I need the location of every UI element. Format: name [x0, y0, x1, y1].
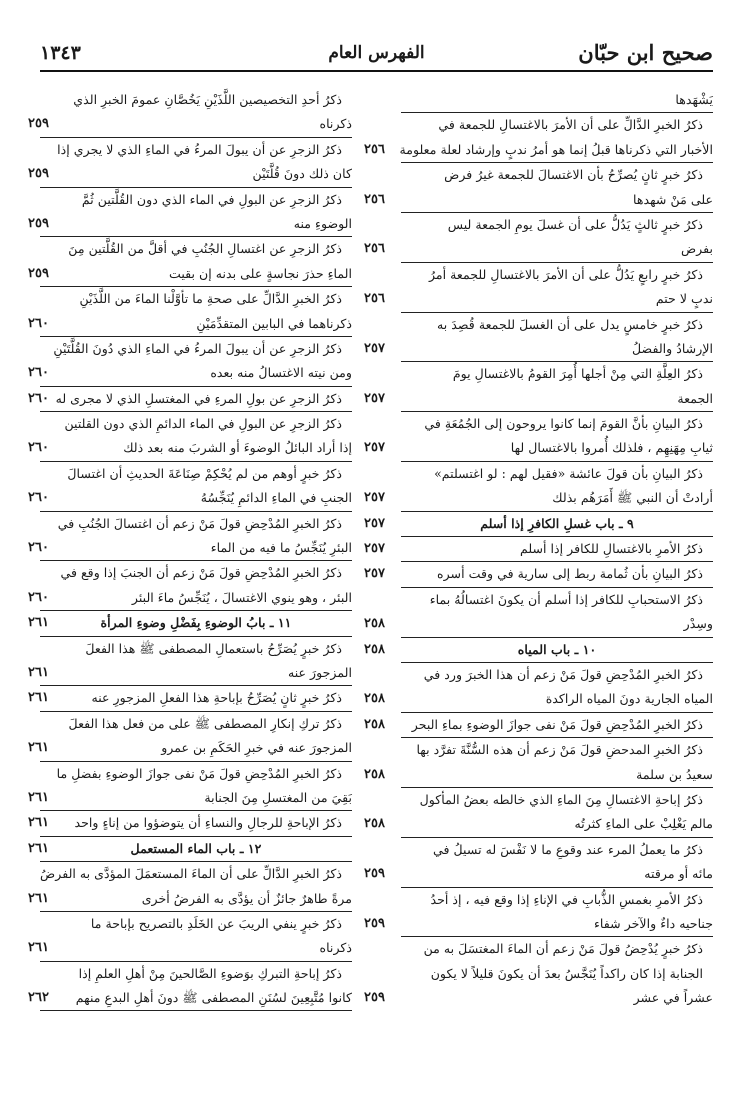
index-line — [364, 387, 713, 412]
index-line — [401, 213, 713, 237]
index-line — [28, 436, 352, 461]
entry-text: ١٠ ـ باب المياه — [517, 641, 597, 657]
index-line — [28, 112, 352, 137]
index-line — [28, 811, 352, 836]
entry-text: أرادتْ أن النبي ﷺ أَمَرَهُم بذلك — [552, 490, 713, 506]
entry-text: ذكرناه — [319, 116, 352, 132]
entry-page-number: ٢٥٧ — [364, 490, 385, 506]
index-column-right — [364, 88, 713, 1010]
entry-text: الجمعة — [677, 390, 713, 406]
entry-page-number: ٢٥٧ — [364, 340, 385, 356]
index-line — [40, 712, 352, 736]
entry-text: ذكرُ خبرٍ يُدْحِضُ قولَ مَنْ زعم أن الماءَ المغتسَلَ به من — [423, 941, 703, 957]
entry-text: ذكرُ الزجرِ عن أن يبولَ المرءُ في الماءِ الذي دُونَ القُلَّتَيْنِ — [53, 340, 342, 356]
book-title: صحيح ابن حبّان — [578, 40, 713, 65]
index-line — [401, 838, 713, 862]
entry-page-number: ٢٦١ — [28, 940, 49, 956]
entry-page-number: ٢٦١ — [28, 690, 49, 706]
entry-text: الماءِ حذرَ نجاسةٍ على بدنه إن بقيت — [169, 265, 352, 281]
index-line — [364, 287, 713, 312]
index-line — [40, 561, 352, 585]
entry-text: ذكرُ خبرٍ خامسٍ يدل على أن الغسلَ للجمعة قُصِدَ به — [437, 316, 703, 332]
section-title: الفهرس العام — [328, 43, 425, 63]
entry-text: ذكرُ الخبرِ الدَّالِّ على أن الأمرَ بالاغتسالِ للجمعة في — [438, 117, 703, 133]
entry-text: ذكرُ خبرٍ أوهم من لم يُحْكِمْ صِنَاعَةَ الحديثِ أن اغتسالَ — [67, 465, 342, 481]
entry-text: ٩ ـ باب غسلِ الكافرِ إذا أسلم — [480, 515, 634, 531]
entry-text: عشراً في عشر — [633, 990, 713, 1006]
index-line — [28, 786, 352, 811]
index-line — [40, 512, 352, 536]
entry-text: الجنبِ في الماءِ الدائمِ يُنَجِّسُهُ — [200, 490, 352, 506]
index-line — [364, 138, 713, 163]
entry-text: ذكرُ الاستحبابِ للكافر إذا أسلم أن يكونَ اغتسالُهُ بماء — [429, 591, 703, 607]
entry-page-number: ٢٦١ — [28, 615, 49, 631]
entry-page-number: ٢٥٨ — [364, 691, 385, 707]
entry-text: جناحيه داءٌ والآخر شفاء — [594, 915, 713, 931]
entry-text: المزجورَ عنه — [287, 664, 352, 680]
index-line — [401, 962, 713, 986]
entry-page-number: ٢٥٨ — [364, 641, 385, 657]
entry-text: ذكرُ الخبرِ المدحضِ قولَ مَنْ زعم أن هذه السُّنَّةَ تفرَّد بها — [416, 742, 703, 758]
index-line — [364, 237, 713, 262]
entry-page-number: ٢٥٨ — [364, 816, 385, 832]
entry-text: ذكرُ إباحةِ الاغتسالِ مِنَ الماءِ الذي خالطه بعضُ المأكول — [419, 791, 703, 807]
entry-text: بَقِيَ من المغتسلِ مِنَ الجنابة — [204, 789, 352, 805]
entry-page-number: ٢٥٦ — [364, 191, 385, 207]
entry-page-number: ٢٥٦ — [364, 241, 385, 257]
entry-text: ذكرُ ما يعملُ المرء عند وقوعِ ما لا نَفْسَ له تسيلُ في — [433, 841, 703, 857]
index-line — [40, 912, 352, 936]
entry-text: ذكرُ إباحةِ التبركِ بوَضوءِ الصَّالحينَ مِنْ أهلِ العلمِ إذا — [78, 965, 342, 981]
index-line — [28, 686, 352, 711]
index-line — [401, 113, 713, 137]
entry-page-number: ٢٦٠ — [28, 390, 49, 406]
index-line — [364, 188, 713, 213]
index-line — [401, 663, 713, 687]
index-line — [28, 986, 352, 1011]
index-line — [28, 262, 352, 287]
entry-page-number: ٢٦١ — [28, 664, 49, 680]
index-line — [364, 713, 713, 738]
entry-text: الوضوءِ منه — [293, 215, 352, 231]
index-line — [28, 387, 352, 412]
index-line — [401, 462, 713, 486]
index-line — [364, 337, 713, 362]
chapter-heading — [364, 512, 713, 537]
entry-text: المياه الجارية دونَ المياه الراكدة — [545, 691, 713, 707]
index-line — [364, 562, 713, 587]
index-line — [364, 687, 713, 712]
entry-text: ذكرُ خبرٍ ينفي الريبَ عن الخَلَدِ بالتصريح بإباحة ما — [90, 915, 342, 931]
entry-text: ذكرناه — [319, 940, 352, 956]
page-number: ١٣٤٣ — [40, 42, 81, 64]
entry-page-number: ٢٥٩ — [28, 166, 49, 182]
index-line — [364, 812, 713, 837]
entry-text: ذكرُ الزجرِ عن اغتسالِ الجُنُبِ في أقلَّ من القُلَّتين مِنَ — [68, 241, 342, 257]
entry-page-number: ٢٥٧ — [364, 440, 385, 456]
index-line — [28, 536, 352, 561]
entry-text: ذكرناهما في البابين المتقدِّمَيْنِ — [196, 315, 352, 331]
index-line — [40, 637, 352, 661]
entry-text: مرةً طاهرٌ جائزٌ أن يؤدَّى به الفرضُ أخرى — [141, 890, 352, 906]
entry-page-number: ٢٦٠ — [28, 589, 49, 605]
entry-text: سعيدُ بن سلمة — [636, 766, 713, 782]
entry-page-number: ٢٥٦ — [364, 141, 385, 157]
entry-text: ذكرُ البيانِ بأن ثُمامة ربط إلى سارية في وقت أسره — [437, 566, 703, 582]
entry-text: مائه أو مرقته — [644, 866, 713, 882]
chapter-heading — [28, 837, 352, 862]
entry-page-number: ٢٥٨ — [364, 616, 385, 632]
entry-page-number: ٢٥٩ — [364, 915, 385, 931]
index-column-left — [28, 88, 352, 1011]
entry-text: على مَنْ شهدها — [633, 191, 713, 207]
entry-text: ذكرُ الخبرِ المُدْحِضِ قولَ مَنْ زعم أن اغتسالَ الجُنُبِ في — [57, 515, 342, 531]
entry-text: الإرشادُ والفضلُ — [631, 340, 713, 356]
index-line — [40, 188, 352, 212]
index-line — [364, 912, 713, 937]
entry-page-number: ٢٦١ — [28, 890, 49, 906]
entry-text: ذكرُ الأمرِ بالاغتسالِ للكافر إذا أسلم — [519, 541, 703, 557]
entry-page-number: ٢٥٧ — [364, 515, 385, 531]
entry-text: ذكرُ خبرٍ يُصَرِّحُ باستعمالِ المصطفى ﷺ هذا الفعلَ — [85, 640, 342, 656]
entry-text: مالم يَغْلِبْ على الماءِ كثرتُه — [574, 816, 713, 832]
entry-page-number: ٢٥٩ — [364, 990, 385, 1006]
index-line — [364, 612, 713, 637]
index-line — [401, 888, 713, 912]
index-line — [401, 588, 713, 612]
entry-page-number: ٢٥٧ — [364, 541, 385, 557]
entry-text: ذكرُ خبرٍ ثانٍ يُصَرِّحُ بإباحةِ هذا الفعلِ المزجورِ عنه — [91, 690, 342, 706]
index-line — [364, 862, 713, 887]
entry-page-number: ٢٦١ — [28, 789, 49, 805]
entry-page-number: ٢٥٩ — [28, 265, 49, 281]
entry-page-number: ٢٦٢ — [28, 990, 49, 1006]
index-line — [364, 436, 713, 461]
index-line — [40, 88, 352, 112]
entry-text: ذكرُ الأمرِ بغمسِ الذُّبابِ في الإناءِ إذا وقع فيه ، إذ أحدُ — [430, 891, 703, 907]
index-line — [401, 738, 713, 762]
index-line — [28, 887, 352, 912]
entry-text: ذكرُ خبرٍ ثانٍ يُصرِّحُ بأن الاغتسالَ للجمعة غيرُ فرض — [444, 167, 703, 183]
index-line — [401, 788, 713, 812]
entry-page-number: ٢٦١ — [28, 840, 49, 856]
index-line — [401, 163, 713, 187]
entry-text: ذكرُ البيانِ بأنَّ القومَ إنما كانوا يروحون إلى الجُمُعَةِ في — [424, 416, 703, 432]
entry-text: ذكرُ الخبرِ المُدْحِضِ قولَ مَنْ نفى جوازَ الوضوءِ بفضلِ ما — [56, 765, 342, 781]
index-line — [28, 661, 352, 686]
entry-page-number: ٢٥٩ — [28, 215, 49, 231]
index-line — [364, 763, 713, 788]
entry-text: ذكرُ خبرٍ رابعٍ يَدُلُّ على أن الأمرَ بالاغتسالِ للجمعة أمرُ — [428, 266, 703, 282]
entry-text: ذكرُ الخبرِ المُدْحِضِ قولَ مَنْ زعم أن هذا الخبرَ ورد في — [423, 666, 703, 682]
entry-page-number: ٢٥٧ — [364, 390, 385, 406]
entry-text: بفرض — [680, 241, 713, 257]
index-line — [364, 537, 713, 562]
entry-page-number: ٢٥٨ — [364, 766, 385, 782]
entry-text: ذكرُ أحدِ التخصيصين اللَّذَيْنِ يَخُصَّانِ عمومَ الخبرِ الذي — [73, 92, 342, 107]
entry-text: ذكرُ الزجرِ عن بولِ المرءِ في المغتسلِ الذي لا مجرى له — [55, 390, 342, 406]
index-line — [40, 138, 352, 162]
entry-text: ذكرُ الخبرِ الدَّالِّ على أن الماءَ المستعمَلَ المؤدَّى به الفرضُ — [40, 866, 342, 882]
index-line — [364, 986, 713, 1010]
entry-page-number: ٢٦١ — [28, 740, 49, 756]
entry-text: المزجورَ عنه في خبرِ الحَكَمِ بن عمرو — [161, 740, 352, 756]
entry-text: ١١ ـ بابُ الوضوءِ بِفَضْلِ وضوءِ المرأة — [100, 615, 292, 631]
entry-page-number: ٢٦١ — [28, 815, 49, 831]
index-line — [28, 736, 352, 761]
entry-text: إذا أراد البائلُ الوضوءَ أو الشربَ منه بعد ذلك — [123, 440, 352, 456]
entry-text: ذكرُ الإباحةِ للرجالِ والنساءِ أن يتوضؤوا من إناءٍ واحد — [74, 815, 342, 831]
entry-text: ومن نيته الاغتسالُ منه بعده — [210, 365, 352, 381]
index-line — [28, 936, 352, 961]
entry-page-number: ٢٥٩ — [28, 116, 49, 132]
index-line — [28, 162, 352, 187]
entry-text: البئر ، وهو ينوي الاغتسالَ ، يُنَجِّسُ ماءَ البئر — [131, 589, 352, 605]
index-line — [40, 962, 352, 986]
index-line — [40, 237, 352, 261]
entry-text: ذكرُ البيانِ بأن قولَ عائشة «فقيل لهم : لو اغتسلتم» — [434, 465, 703, 481]
index-line — [28, 361, 352, 386]
entry-text: يَشْهَدها — [675, 92, 713, 107]
entry-page-number: ٢٦٠ — [28, 365, 49, 381]
entry-page-number: ٢٦٠ — [28, 490, 49, 506]
entry-page-number: ٢٦٠ — [28, 540, 49, 556]
index-line — [401, 263, 713, 287]
entry-page-number: ٢٥٦ — [364, 291, 385, 307]
entry-text: ذكرُ العِلَّةِ التي مِنْ أجلها أُمِرَ القومُ بالاغتسالِ يومَ — [452, 366, 703, 382]
index-line — [401, 88, 713, 113]
entry-page-number: ٢٥٧ — [364, 566, 385, 582]
entry-text: ذكرُ الخبرِ الدَّالِّ على صحةِ ما تأوَّلْنا الماءَ من اللَّذَيْنِ — [79, 291, 342, 307]
entry-text: ذكرُ تركِ إنكارِ المصطفى ﷺ على من فعل هذا الفعلَ — [68, 715, 342, 731]
entry-text: ندبٍ لا حتم — [655, 291, 713, 307]
entry-page-number: ٢٥٨ — [364, 716, 385, 732]
index-line — [28, 212, 352, 237]
index-line — [40, 462, 352, 486]
index-line — [40, 862, 352, 886]
index-line — [40, 412, 352, 436]
entry-text: الأخبار التي ذكرناها قبلُ إنما هو أمرُ ندبٍ وإرشاد لعلة معلومة — [399, 141, 713, 157]
index-line — [401, 313, 713, 337]
entry-text: ذكرُ خبرٍ ثالثٍ يَدُلُّ على أن غسلَ يومِ الجمعة ليس — [447, 216, 703, 232]
index-line — [401, 362, 713, 386]
entry-text: ذكرُ الزجرِ عن البولِ في الماء الدائمِ الذي دون القلتين — [64, 416, 342, 432]
index-line — [401, 412, 713, 436]
index-line — [401, 937, 713, 961]
entry-text: الجنابة إذا كان راكداً يُنَجَّسُ بعدَ أن يكونَ قليلاً لا يكون — [430, 965, 703, 981]
chapter-heading — [28, 611, 352, 636]
index-line — [28, 312, 352, 337]
index-line — [28, 586, 352, 611]
entry-page-number: ٢٦٠ — [28, 440, 49, 456]
entry-page-number: ٢٦٠ — [28, 315, 49, 331]
index-line — [28, 486, 352, 511]
entry-text: ذكرُ الخبرِ المُدْحِضِ قولَ مَنْ زعم أن الجنبَ إذا وقع في — [60, 565, 342, 581]
entry-text: ذكرُ الزجرِ عن البولِ في الماء الذي دون القُلَّتين ثُمَّ — [81, 191, 342, 207]
index-line — [40, 287, 352, 311]
entry-text: البئرِ يُنَجِّسُ ما فيه من الماء — [210, 540, 352, 556]
entry-text: ١٢ ـ باب الماء المستعمل — [130, 840, 262, 856]
entry-text: ثيابِ مِهَنِهِم ، فلذلك أُمروا بالاغتسال لها — [510, 440, 713, 456]
entry-page-number: ٢٥٩ — [364, 866, 385, 882]
page-header — [40, 40, 713, 70]
entry-text: ذكرُ الخبرِ المُدْحِضِ قولَ مَنْ نفى جوازَ الوضوءِ بماءِ البحر — [411, 716, 703, 732]
index-line — [40, 762, 352, 786]
index-line — [40, 337, 352, 361]
entry-text: وسِدْر — [683, 616, 713, 632]
chapter-heading — [364, 638, 713, 663]
entry-text: كان ذلك دونَ قُلَّتَيْن — [252, 166, 352, 182]
header-rule — [40, 70, 713, 72]
entry-text: كانوا مُتَّبِعِينَ لسُنَنِ المصطفى ﷺ دونَ أهلِ البدعِ منهم — [75, 990, 352, 1006]
entry-text: ذكرُ الزجرِ عن أن يبولَ المرءُ في الماءِ الذي لا يجري إذا — [57, 141, 342, 157]
index-line — [364, 486, 713, 511]
